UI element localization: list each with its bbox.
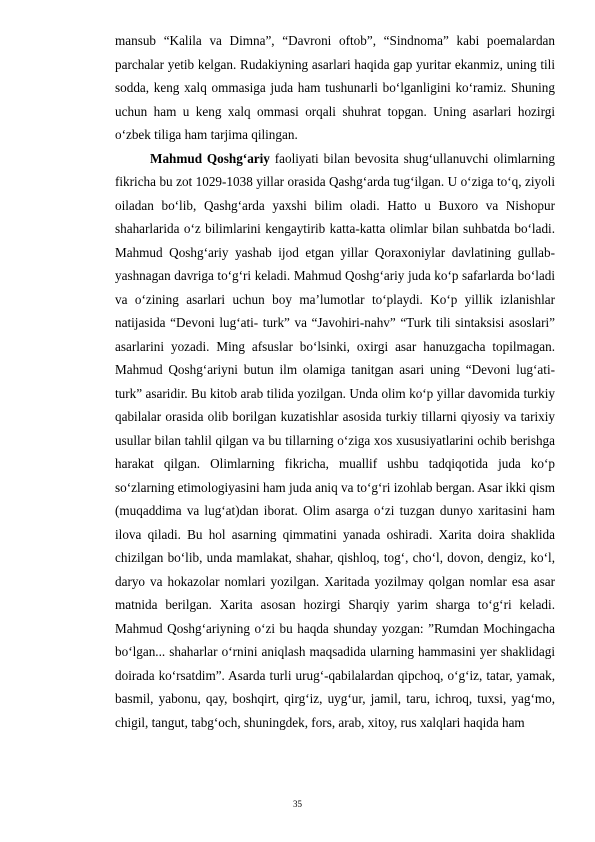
paragraph-mahmud-qoshgariy — [115, 147, 555, 735]
paragraph-rudakiy — [115, 29, 555, 147]
paragraph-mahmud-qoshgariy-text: faoliyati bilan bevosita shug‘ullanuvchi olimlarning fikricha bu zot 1029-1038 yillar orasida Qashg‘arda tug‘ilgan. U o‘ziga to‘q, ziyoli oiladan bo‘lib, Qashg‘arda yaxshi bilim oladi. Hatto u Buxoro va Nishopur shaharlarida o‘z bilimlarini kengaytirib katta-katta olimlar bilan suhbatda bo‘ladi. Mahmud Qoshg‘ariy yashab ijod etgan yillar Qoraxoniylar davlatining gullab-yashnagan davriga to‘g‘ri keladi. Mahmud Qoshg‘ariy juda ko‘p safarlarda bo‘ladi va o‘zining asarlari uchun boy ma’lumotlar to‘playdi. Ko‘p yillik izlanishlar natijasida “Devoni lug‘ati- turk” va “Javohiri-nahv” “Turk tili sintaksisi asoslari” asarlarini yozadi. Ming afsuslar bo‘lsinki, oxirgi asar hanuzgacha topilmagan. Mahmud Qoshg‘ariyni butun ilm olamiga tanitgan asari uning “Devoni lug‘ati-turk” asaridir. Bu kitob arab tilida yozilgan. Unda olim ko‘p yillar davomida turkiy qabilalar orasida olib borilgan kuzatishlar asosida turkiy tillarni qiyosiy va tarixiy usullar bilan tahlil qilgan va bu tillarning o‘ziga xos xususiyatlarini ochib berishga harakat qilgan. Olimlarning fikricha, muallif ushbu tadqiqotida juda ko‘p so‘zlarning etimologiyasini ham juda aniq va to‘g‘ri izohlab bergan. Asar ikki qism (muqaddima va lug‘at)dan iborat. Olim asarga o‘zi tuzgan dunyo xaritasini ham ilova qiladi. Bu hol asarning qimmatini yanada oshiradi. Xarita doira shaklida chizilgan bo‘lib, unda mamlakat, shahar, qishloq, tog‘, cho‘l, dovon, dengiz, ko‘l, daryo va hokazolar nomlari yozilgan. Xaritada yozilmay qolgan nomlar esa asar matnida berilgan. Xarita asosan hozirgi Sharqiy yarim sharga to‘g‘ri keladi. Mahmud Qoshg‘ariyning o‘zi bu haqda shunday yozgan: ”Rumdan Mochingacha bo‘lgan... shaharlar o‘rnini aniqlash maqsadida ularning hammasini yer shaklidagi doirada ko‘rsatdim”. Asarda turli urug‘-qabilalardan qipchoq, o‘g‘iz, tatar, yamak, basmil, yabonu, qay, boshqirt, qirg‘iz, uyg‘ur, jamil, taru, ichroq, tuxsi, yag‘mo, chigil, tangut, tabg‘och, shuningdek, fors, arab, xitoy, rus xalqlari haqida ham — [115, 150, 555, 730]
paragraph-lead-name: Mahmud Qoshg‘ariy — [150, 150, 270, 166]
page-number: 35 — [293, 799, 302, 809]
body-text — [115, 29, 555, 734]
paragraph-rudakiy-text: mansub “Kalila va Dimna”, “Davroni oftob”, “Sindnoma” kabi poemalardan parchalar yetib kelgan. Rudakiyning asarlari haqida gap yuritar ekanmiz, uning tili sodda, keng xalq ommasiga juda ham tushunarli bo‘lganligini ko‘ramiz. Shuning uchun ham u keng xalq ommasi orqali shuhrat topgan. Uning asarlari hozirgi o‘zbek tiliga ham tarjima qilingan. — [115, 33, 555, 142]
